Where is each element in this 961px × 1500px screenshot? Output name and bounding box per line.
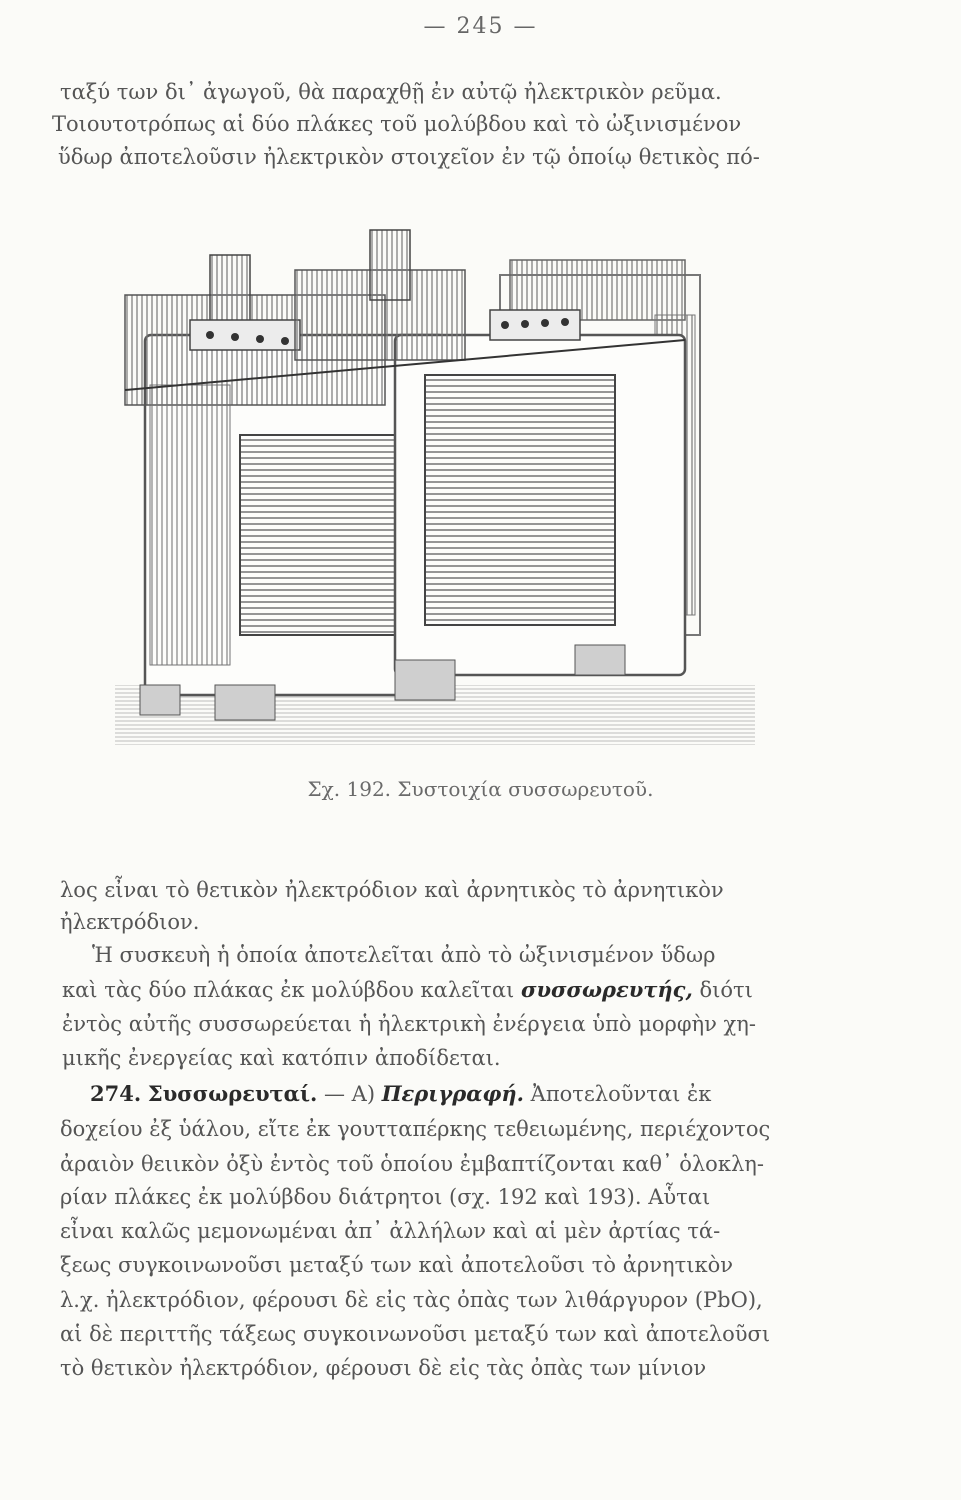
text-line: Τοιουτοτρόπως αἱ δύο πλάκες τοῦ μολύβδου καὶ τὸ ὠξινισμένον <box>52 112 742 136</box>
term-accumulator: συσσωρευτής, <box>520 977 693 1002</box>
text-line: λος εἶναι τὸ θετικὸν ἠλεκτρόδιον καὶ ἀρνητικὸς τὸ ἀρνητικὸν <box>60 878 724 902</box>
text-line: εἶναι καλῶς μεμονωμέναι ἀπ᾽ ἀλλήλων καὶ αἱ μὲν ἀρτίας τά- <box>60 1219 721 1243</box>
figure-caption: Σχ. 192. Συστοιχία συσσωρευτοῦ. <box>307 777 654 801</box>
text-span: Ἀποτελοῦνται ἐκ <box>524 1082 712 1106</box>
text-line <box>62 976 753 1004</box>
text-line: ἐντὸς αὐτῆς συσσωρεύεται ἡ ἠλεκτρικὴ ἐνέργεια ὑπὸ μορφὴν χη- <box>62 1012 756 1036</box>
text-line: τὸ θετικὸν ἠλεκτρόδιον, φέρουσι δὲ εἰς τὰς ὀπὰς των μίνιον <box>60 1356 707 1380</box>
text-span: διότι <box>692 978 753 1002</box>
section-subtitle: Περιγραφή. <box>381 1081 524 1106</box>
text-line: ὕδωρ ἀποτελοῦσιν ἠλεκτρικὸν στοιχεῖον ἐν τῷ ὁποίῳ θετικὸς πό- <box>58 145 760 169</box>
text-line: ξεως συγκοινωνοῦσι μεταξύ των καὶ ἀποτελοῦσι τὸ ἀρνητικὸν <box>60 1253 733 1277</box>
accumulator-battery-figure <box>95 215 815 770</box>
text-line: αἱ δὲ περιττῆς τάξεως συγκοινωνοῦσι μεταξύ των καὶ ἀποτελοῦσι <box>60 1322 771 1346</box>
text-line: μικῆς ἐνεργείας καὶ κατόπιν ἀποδίδεται. <box>62 1046 501 1070</box>
text-line: λ.χ. ἠλεκτρόδιον, φέρουσι δὲ εἰς τὰς ὀπὰς των λιθάργυρον (PbO), <box>60 1288 763 1312</box>
page-number: — 245 — <box>423 14 538 39</box>
text-line: ταξύ των δι᾽ ἀγωγοῦ, θὰ παραχθῇ ἐν αὐτῷ ἠλεκτρικὸν ρεῦμα. <box>60 80 722 104</box>
section-title: Συσσωρευταί. <box>147 1081 318 1106</box>
text-line: Ἡ συσκευὴ ἡ ὁποία ἀποτελεῖται ἀπὸ τὸ ὠξινισμένον ὕδωρ <box>92 943 716 967</box>
text-span: καὶ τὰς δύο πλάκας ἐκ μολύβδου καλεῖται <box>62 978 521 1002</box>
text-line: δοχείου ἐξ ὑάλου, εἴτε ἐκ γουτταπέρκης τεθειωμένης, περιέχοντος <box>60 1117 771 1141</box>
text-span: — Α) <box>317 1082 382 1106</box>
text-line: ἠλεκτρόδιον. <box>60 910 200 934</box>
text-line: ἀραιὸν θειικὸν ὀξὺ ἐντὸς τοῦ ὁποίου ἐμβαπτίζονται καθ᾽ ὁλοκλη- <box>60 1152 764 1176</box>
section-heading <box>90 1080 711 1108</box>
section-number: 274. <box>90 1081 142 1106</box>
text-line: ρίαν πλάκες ἐκ μολύβδου διάτρητοι (σχ. 192 καὶ 193). Αὗται <box>60 1185 711 1209</box>
